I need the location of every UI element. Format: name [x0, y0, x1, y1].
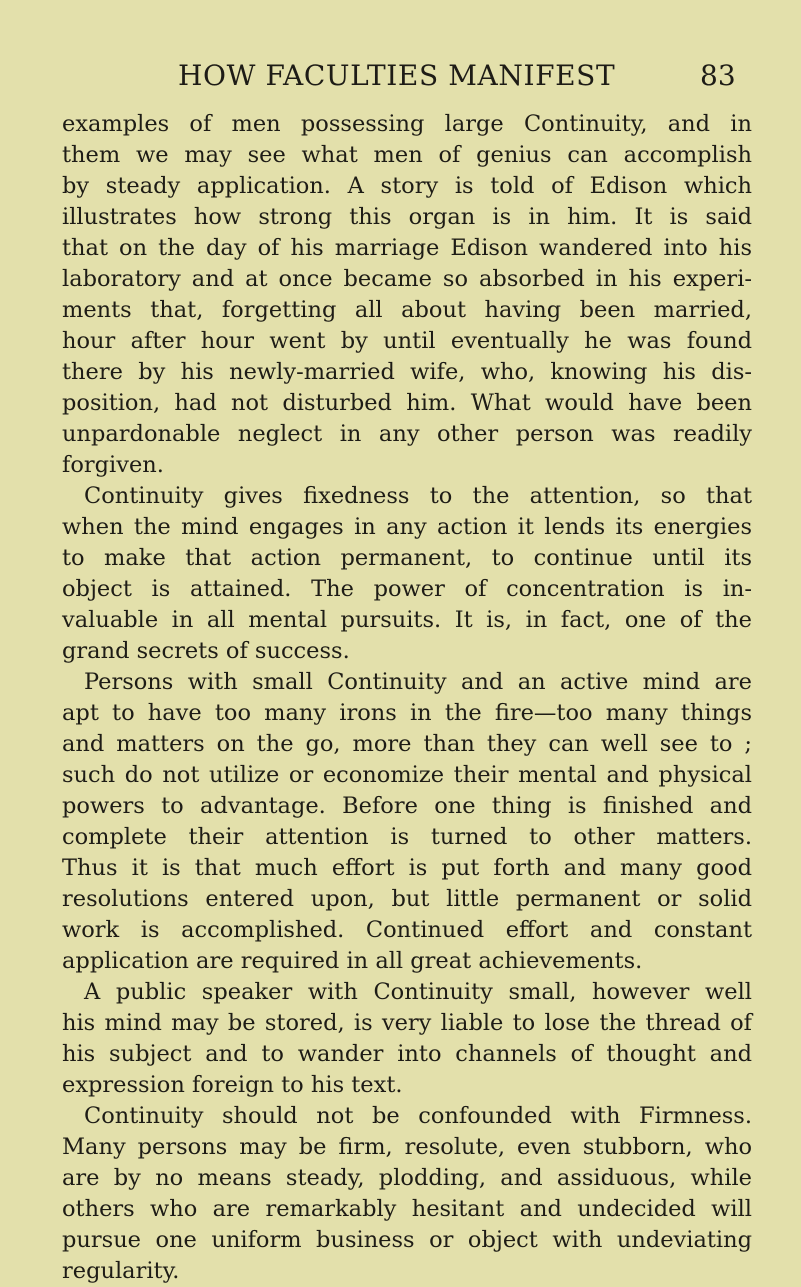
- text-line: complete their attention is turned to other matters.: [62, 824, 752, 850]
- text-line: position, had not disturbed him. What would have been: [62, 390, 752, 416]
- text-line: his subject and to wander into channels of thought and: [62, 1041, 752, 1067]
- text-line: Continuity should not be confounded with Firmness.: [84, 1103, 752, 1129]
- text-line: that on the day of his marriage Edison wandered into his: [62, 235, 752, 261]
- text-line: regularity.: [62, 1258, 180, 1284]
- text-line: unpardonable neglect in any other person was readily: [62, 421, 752, 447]
- text-line: Continuity gives fixedness to the attention, so that: [84, 483, 752, 509]
- text-line: apt to have too many irons in the fire—too many things: [62, 700, 752, 726]
- text-line: work is accomplished. Continued effort and constant: [62, 917, 752, 943]
- text-line: A public speaker with Continuity small, however well: [84, 979, 752, 1005]
- text-line: powers to advantage. Before one thing is finished and: [62, 793, 752, 819]
- text-line: application are required in all great achievements.: [62, 948, 643, 974]
- text-line: Many persons may be firm, resolute, even stubborn, who: [62, 1134, 752, 1160]
- page-header: [0, 56, 801, 96]
- text-line: hour after hour went by until eventually he was found: [62, 328, 752, 354]
- text-line: Thus it is that much effort is put forth and many good: [62, 855, 752, 881]
- text-line: laboratory and at once became so absorbed in his experi-: [62, 266, 752, 292]
- text-line: Persons with small Continuity and an active mind are: [84, 669, 752, 695]
- text-line: object is attained. The power of concentration is in-: [62, 576, 752, 602]
- text-line: ments that, forgetting all about having been married,: [62, 297, 752, 323]
- text-line: illustrates how strong this organ is in him. It is said: [62, 204, 752, 230]
- text-line: such do not utilize or economize their mental and physical: [62, 762, 752, 788]
- text-line: expression foreign to his text.: [62, 1072, 403, 1098]
- text-line: forgiven.: [62, 452, 164, 478]
- text-line: when the mind engages in any action it lends its energies: [62, 514, 752, 540]
- text-line: others who are remarkably hesitant and undecided will: [62, 1196, 752, 1222]
- text-line: them we may see what men of genius can accomplish: [62, 142, 752, 168]
- text-line: examples of men possessing large Continuity, and in: [62, 111, 752, 137]
- text-line: resolutions entered upon, but little permanent or solid: [62, 886, 752, 912]
- text-line: and matters on the go, more than they can well see to ;: [62, 731, 752, 757]
- text-line: valuable in all mental pursuits. It is, in fact, one of the: [62, 607, 752, 633]
- page-number: 83: [700, 59, 736, 92]
- body-text: [62, 109, 752, 1287]
- text-line: there by his newly-married wife, who, knowing his dis-: [62, 359, 752, 385]
- text-line: grand secrets of success.: [62, 638, 350, 664]
- text-line: pursue one uniform business or object with undeviating: [62, 1227, 752, 1253]
- text-line: are by no means steady, plodding, and assiduous, while: [62, 1165, 752, 1191]
- running-title: HOW FACULTIES MANIFEST: [178, 59, 616, 92]
- text-line: by steady application. A story is told of Edison which: [62, 173, 752, 199]
- text-line: his mind may be stored, is very liable to lose the thread of: [62, 1010, 752, 1036]
- text-line: to make that action permanent, to continue until its: [62, 545, 752, 571]
